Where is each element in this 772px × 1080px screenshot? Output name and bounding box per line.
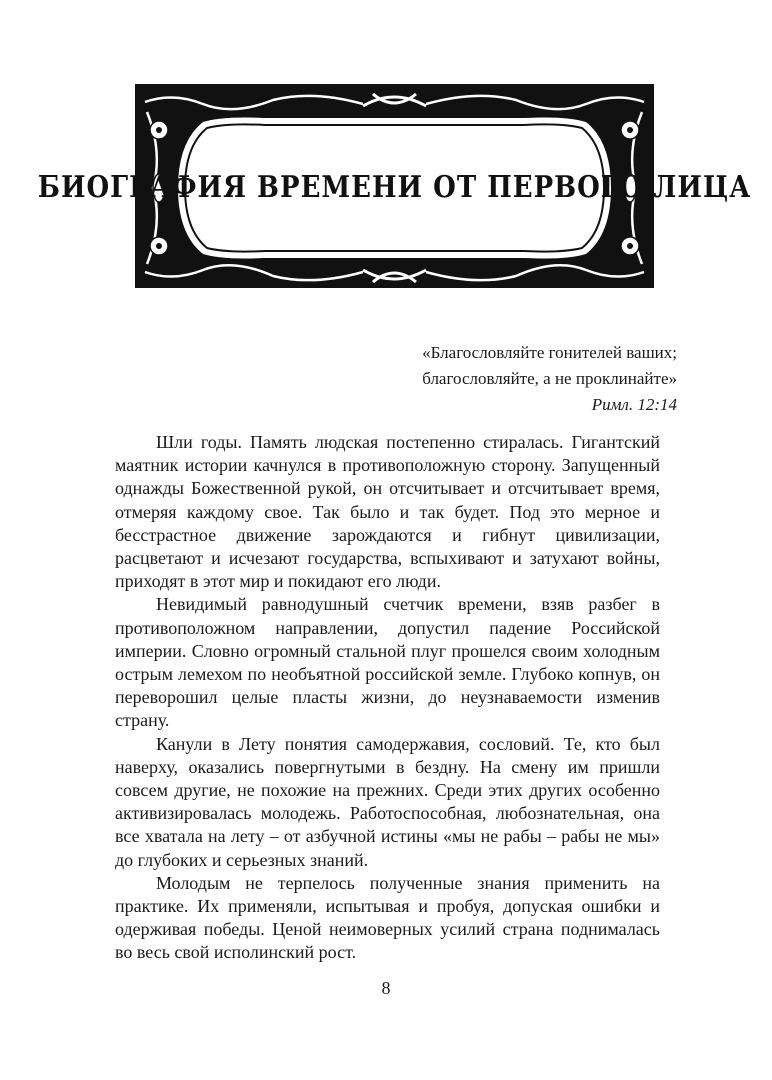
page-number: 8 — [381, 978, 391, 998]
ornamental-title-frame — [37, 82, 752, 294]
paragraph: Невидимый равнодушный счетчик времени, взяв разбег в противоположном направлении, допустил падение Российской империи. Словно огромный стальной плуг прошелся своим холодным острым лемехом по необъятной российской земле. Глубоко копнув, он переворошил целые пласты жизни, до неузнаваемости изменив страну. — [115, 594, 660, 731]
epigraph-source: Римл. 12:14 — [591, 395, 677, 414]
epigraph — [317, 340, 677, 418]
paragraph: Шли годы. Память людская постепенно стиралась. Гигантский маятник истории качнулся в противоположную сторону. Запущенный однажды Божественной рукой, он отсчитывает и отсчитывает время, отмеряя каждому свое. Так было и так будет. Под это мерное и бесстрастное движение зарождаются и гибнут цивилизации, расцветают и исчезают государства, вспыхивают и затухают войны, приходят в этот мир и покидают его люди. — [115, 432, 660, 592]
chapter-body — [115, 431, 660, 965]
paragraph: Молодым не терпелось полученные знания применить на практике. Их применяли, испытывая и пробуя, допуская ошибки и одерживая победы. Ценой неимоверных усилий страна поднималась во весь свой исполинский рост. — [115, 872, 660, 963]
epigraph-line: «Благословляйте гонителей ваших; — [422, 343, 677, 362]
epigraph-line: благословляйте, а не проклинайте» — [422, 369, 677, 388]
paragraph: Канули в Лету понятия самодержавия, сословий. Те, кто был наверху, оказались повергнутыми в бездну. На смену им пришли совсем другие, не похожие на прежних. Среди этих других особенно активизировалась молодежь. Работоспособная, любознательная, она все хватала на лету – от азбучной истины «мы не рабы – рабы не мы» до глубоких и серьезных знаний. — [115, 733, 660, 870]
chapter-title: БИОГРАФИЯ ВРЕМЕНИ ОТ ПЕРВОГО ЛИЦА — [37, 170, 752, 206]
